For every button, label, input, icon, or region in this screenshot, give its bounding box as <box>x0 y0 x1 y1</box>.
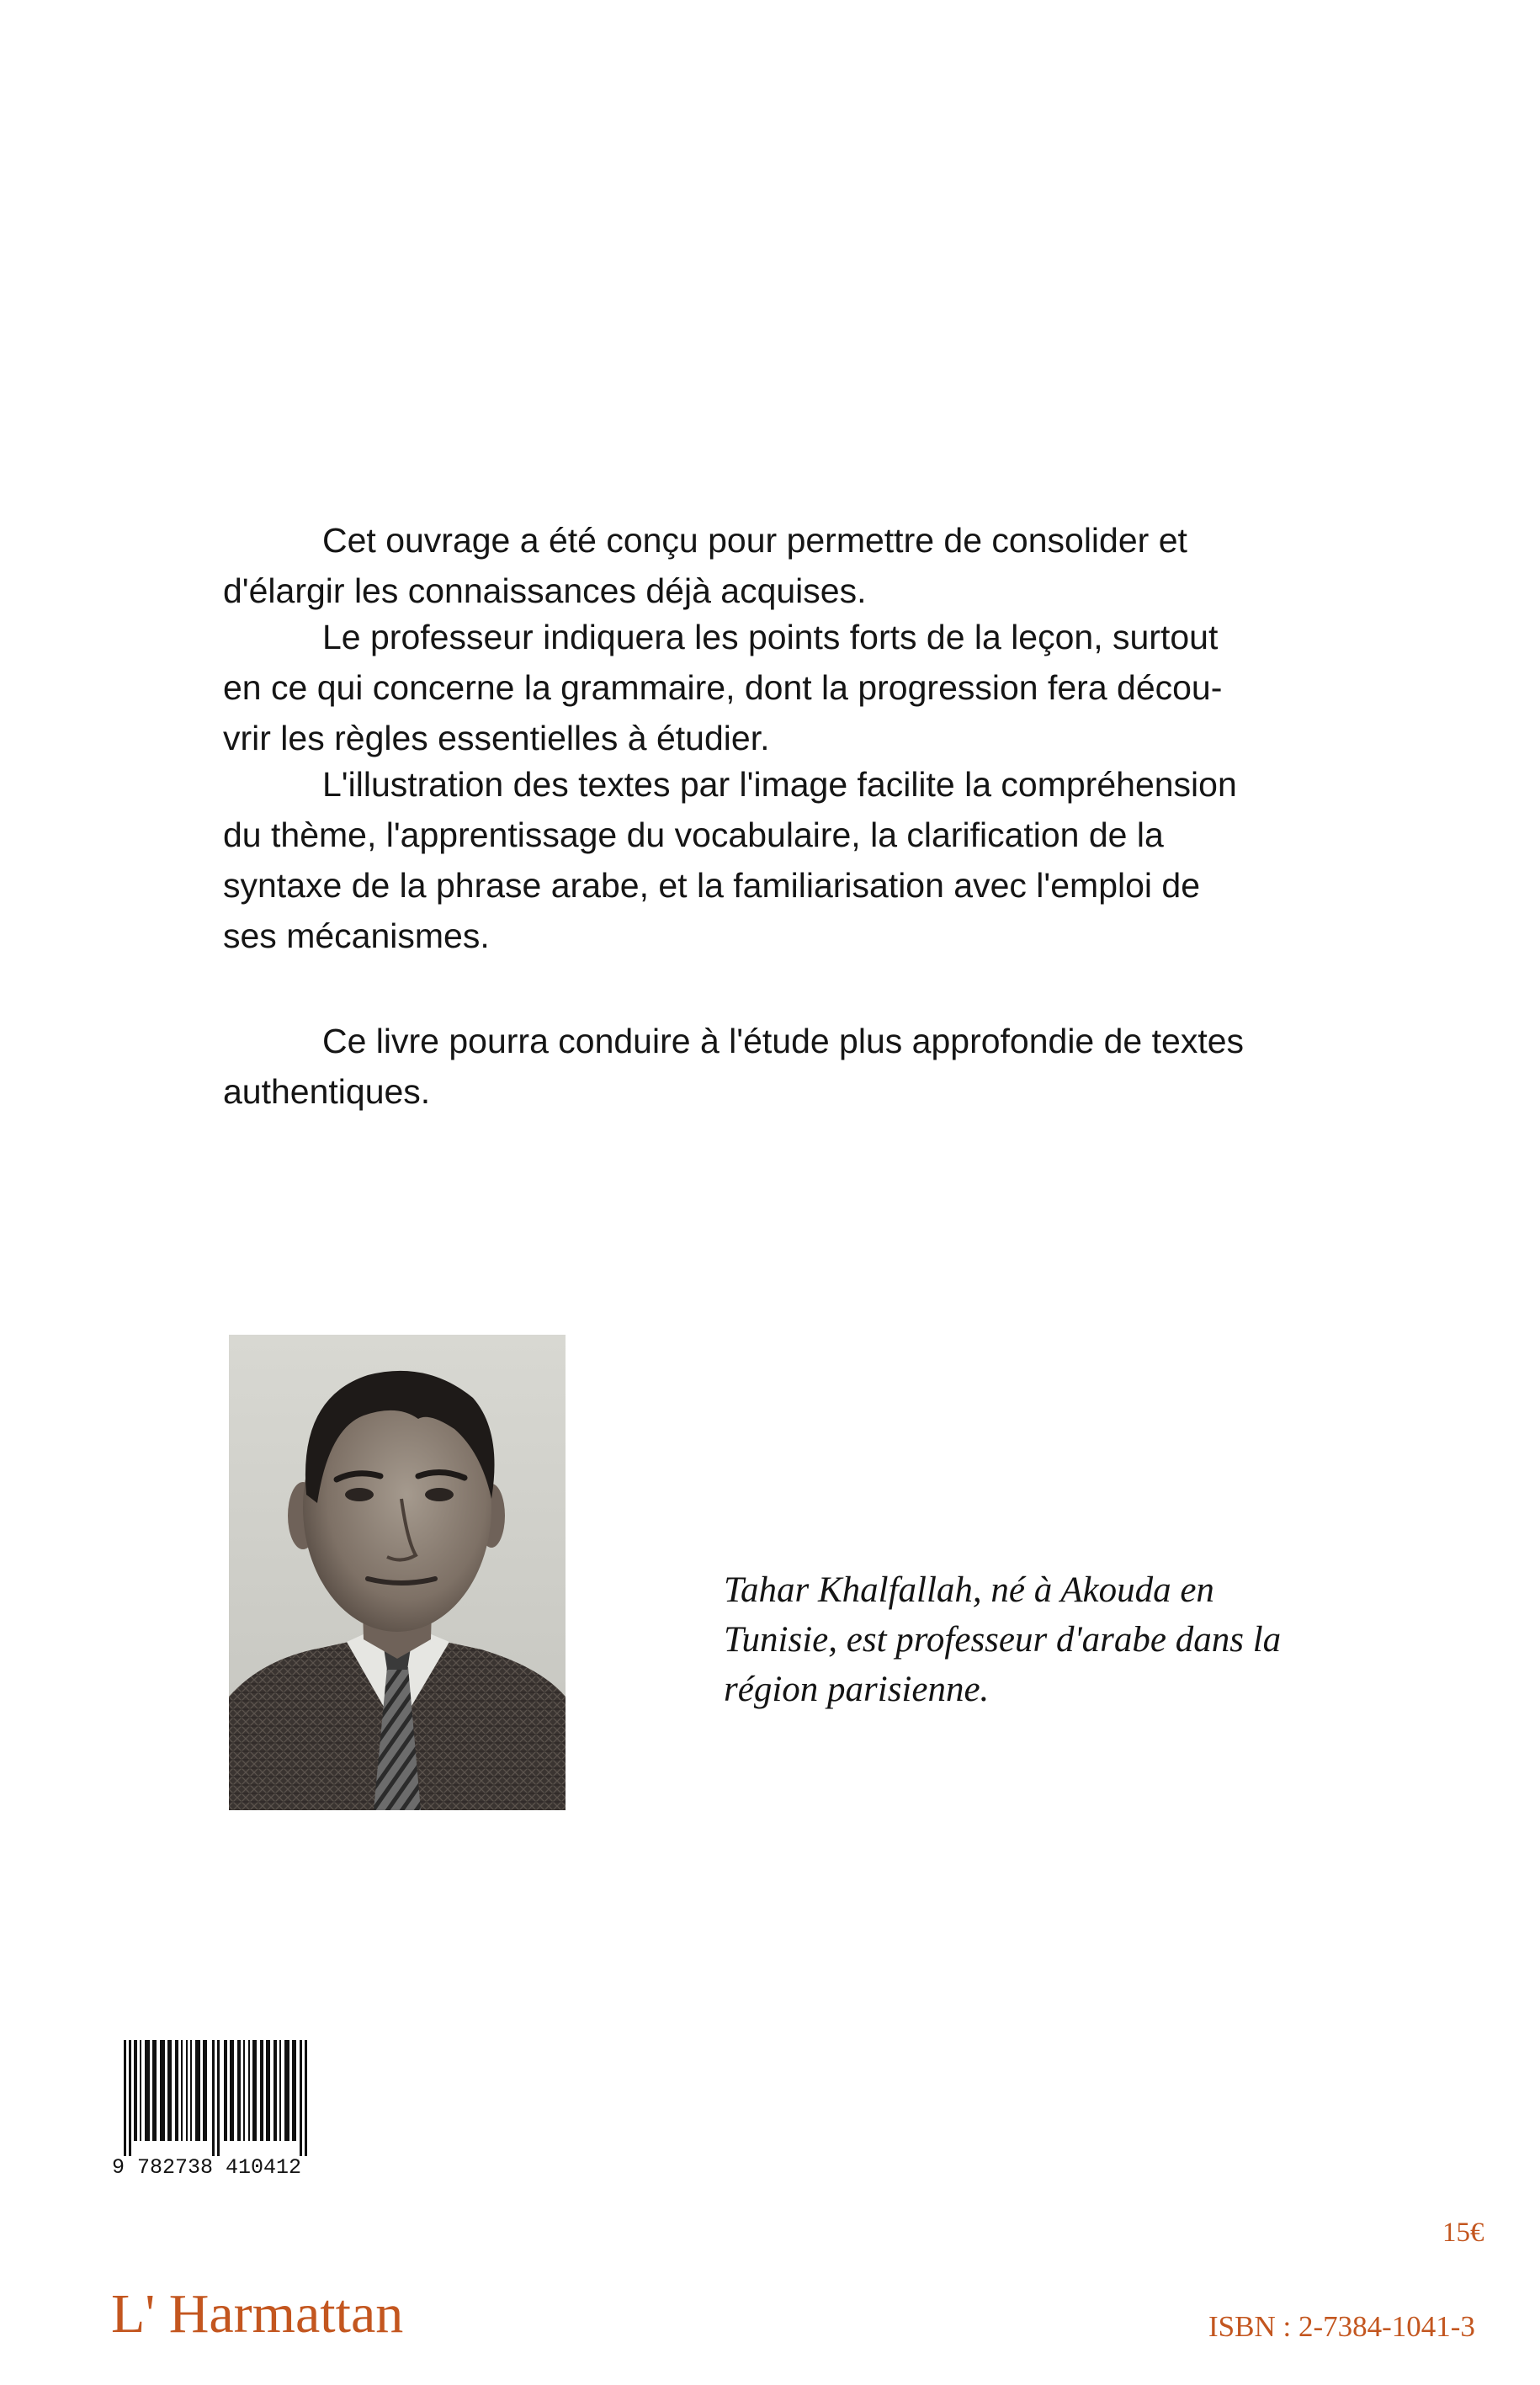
barcode-bar <box>124 2040 126 2156</box>
barcode-bar <box>248 2040 250 2141</box>
blurb-line: en ce qui concerne la grammaire, dont la progression fera décou- <box>223 668 1223 707</box>
blurb-paragraph-4 <box>223 1016 1398 1117</box>
barcode-bar <box>129 2040 131 2156</box>
barcode-bar <box>260 2040 263 2141</box>
author-photo <box>229 1335 566 1810</box>
publisher-name: L' Harmattan <box>111 2283 404 2345</box>
barcode-bar <box>224 2040 227 2141</box>
eye-left-shape <box>345 1488 374 1501</box>
barcode-bar <box>140 2040 141 2141</box>
barcode-digits: 9 782738 410412 <box>112 2155 302 2180</box>
barcode-bar <box>195 2040 200 2141</box>
blurb-line: Ce livre pourra conduire à l'étude plus approfondie de textes <box>322 1022 1245 1060</box>
author-bio-line: Tunisie, est professeur d'arabe dans la <box>724 1620 1282 1660</box>
barcode-bar <box>217 2040 220 2156</box>
isbn-label: ISBN : 2-7384-1041-3 <box>1208 2310 1475 2343</box>
price-label: 15€ <box>1442 2218 1484 2248</box>
barcode-bar <box>237 2040 241 2141</box>
author-portrait-illustration <box>229 1335 566 1810</box>
barcode-bar <box>152 2040 157 2141</box>
blurb-line: vrir les règles essentielles à étudier. <box>223 719 770 757</box>
barcode-bar <box>279 2040 281 2141</box>
barcode-bar <box>284 2040 289 2141</box>
barcode-bar <box>186 2040 188 2141</box>
barcode-bar <box>160 2040 165 2141</box>
barcode-bar <box>292 2040 296 2141</box>
author-bio-line: Tahar Khalfallah, né à Akouda en <box>724 1570 1214 1610</box>
barcode-bar <box>175 2040 178 2141</box>
author-bio <box>724 1565 1397 1714</box>
barcode-bar <box>230 2040 234 2141</box>
barcode-bar <box>305 2040 307 2156</box>
blurb-paragraph-1 <box>223 515 1398 616</box>
barcode-bar <box>243 2040 245 2141</box>
isbn-barcode <box>105 2038 417 2181</box>
barcode-bar <box>203 2040 207 2141</box>
barcode-bar <box>134 2040 137 2141</box>
barcode-bar <box>252 2040 257 2141</box>
barcode-bar <box>145 2040 150 2141</box>
barcode-bars <box>105 2038 417 2181</box>
barcode-bar <box>181 2040 183 2141</box>
barcode-bar <box>273 2040 277 2141</box>
blurb-line: Le professeur indiquera les points forts de la leçon, surtout <box>322 618 1219 656</box>
blurb-line: Cet ouvrage a été conçu pour permettre de consolider et <box>322 521 1187 560</box>
barcode-bar <box>300 2040 302 2156</box>
blurb-line: L'illustration des textes par l'image facilite la compréhension <box>322 765 1237 804</box>
eye-right-shape <box>425 1488 454 1501</box>
blurb-line: syntaxe de la phrase arabe, et la familiarisation avec l'emploi de <box>223 866 1201 905</box>
blurb-line: authentiques. <box>223 1072 431 1111</box>
blurb-line: du thème, l'apprentissage du vocabulaire, la clarification de la <box>223 815 1164 854</box>
blurb-paragraph-3 <box>223 759 1398 961</box>
blurb-line: d'élargir les connaissances déjà acquises. <box>223 571 867 610</box>
barcode-bar <box>190 2040 192 2141</box>
blurb-line: ses mécanismes. <box>223 916 490 955</box>
barcode-bar <box>212 2040 215 2156</box>
barcode-bar <box>266 2040 270 2141</box>
barcode-bar <box>167 2040 172 2141</box>
author-bio-line: région parisienne. <box>724 1670 990 1709</box>
blurb-paragraph-2 <box>223 612 1398 763</box>
